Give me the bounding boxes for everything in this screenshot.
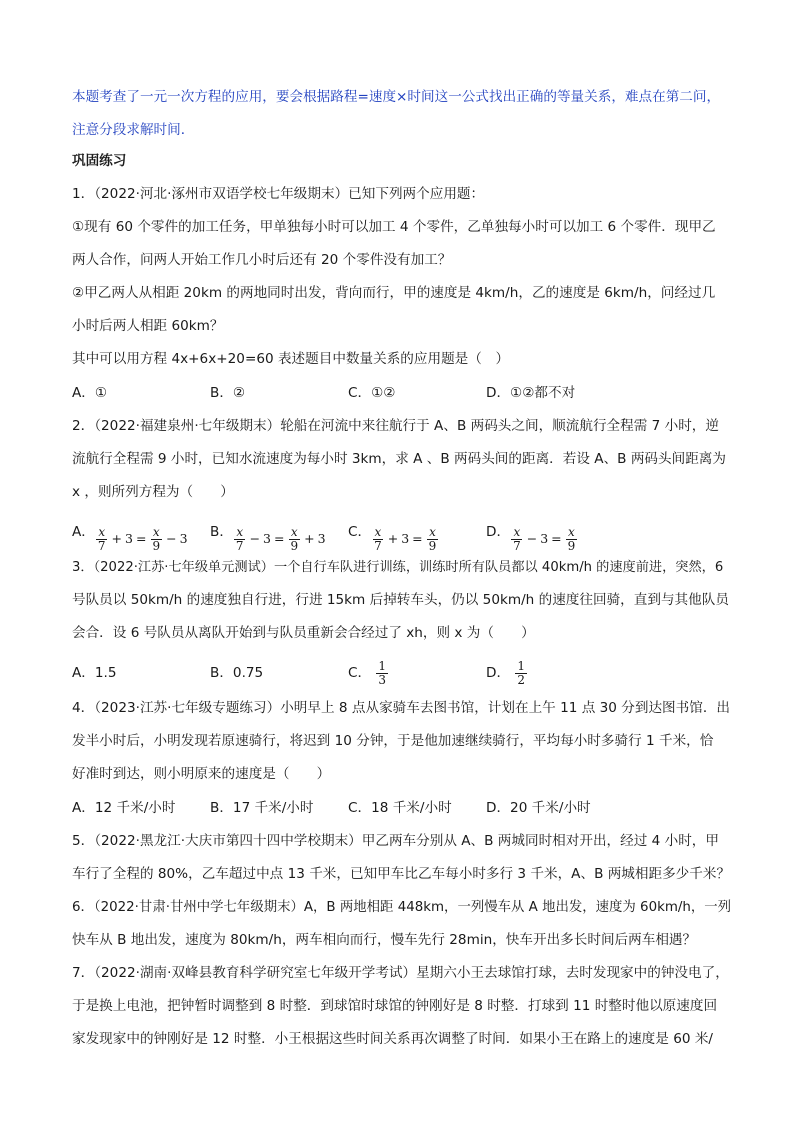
option-a: A．① — [72, 385, 108, 401]
document-page — [72, 86, 732, 1061]
option-letter: C． — [348, 665, 372, 681]
option-d — [486, 514, 578, 557]
option-b: B．0.75 — [210, 665, 264, 681]
option-equation: $\frac{x}{7}$ − 3 = $\frac{x}{9}$ — [513, 525, 576, 553]
option-letter: A． — [72, 524, 95, 540]
option-d: D．20 千米/小时 — [486, 800, 591, 816]
option-b — [210, 514, 326, 557]
option-c — [348, 655, 389, 691]
question-2-options — [72, 514, 732, 553]
question-7-line: 家发现家中的钟刚好是 12 时整．小王根据这些时间关系再次调整了时间．如果小王在路上的速度是 60 米/ — [72, 1031, 713, 1047]
fraction: $\frac{1}{3}$ — [378, 658, 387, 687]
question-4-line: 4．（2023·江苏·七年级专题练习）小明早上 8 点从家骑车去图书馆，计划在上午 11 点 30 分到达图书馆．出 — [72, 700, 731, 716]
option-d: D．①②都不对 — [486, 385, 576, 401]
option-a: A．1.5 — [72, 665, 117, 681]
question-1-options — [72, 381, 732, 405]
question-2-line: 流航行全程需 9 小时，已知水流速度为每小时 3km，求 A 、B 两码头间的距离．若设 A、B 两码头间距离为 — [72, 451, 726, 467]
question-1-header: 1．（2022·河北·涿州市双语学校七年级期末）已知下列两个应用题： — [72, 186, 485, 202]
option-a — [72, 514, 188, 557]
option-letter: B． — [210, 524, 233, 540]
option-equation: $\frac{x}{7}$ − 3 = $\frac{x}{9}$ + 3 — [235, 525, 326, 553]
option-letter: C． — [348, 524, 372, 540]
question-5-line: 5．（2022·黑龙江·大庆市第四十四中学校期末）甲乙两车分别从 A、B 两城同时相对开出，经过 4 小时，甲 — [72, 833, 719, 849]
question-3-line: 3．（2022·江苏·七年级单元测试）一个自行车队进行训练，训练时所有队员都以 40km/h 的速度前进，突然，6 — [72, 560, 724, 575]
question-3-line: 会合．设 6 号队员从离队开始到与队员重新会合经过了 xh，则 x 为（ ） — [72, 625, 535, 641]
question-2-line: 2．（2022·福建泉州·七年级期末）轮船在河流中来往航行于 A、B 两码头之间，顺流航行全程需 7 小时，逆 — [72, 418, 719, 434]
question-7-line: 于是换上电池，把钟暂时调整到 8 时整．到球馆时球馆的钟刚好是 8 时整．打球到 11 时整时他以原速度回 — [72, 998, 718, 1014]
fraction: $\frac{x}{7}$ — [235, 525, 244, 553]
question-1-problem-2-line: ②甲乙两人从相距 20km 的两地同时出发，背向而行，甲的速度是 4km/h，乙的速度是 6km/h，问经过几 — [72, 285, 716, 301]
question-1-problem-1-line: 两人合作，问两人开始工作几小时后还有 20 个零件没有加工？ — [72, 252, 452, 268]
option-letter: D． — [486, 524, 511, 540]
option-equation: $\frac{x}{7}$ + 3 = $\frac{x}{9}$ − 3 — [97, 525, 188, 553]
fraction: $\frac{x}{9}$ — [428, 525, 437, 553]
option-c: C．18 千米/小时 — [348, 800, 452, 816]
option-b: B．17 千米/小时 — [210, 800, 314, 816]
option-c — [348, 514, 439, 557]
question-4-line: 发半小时后，小明发现若原速骑行，将迟到 10 分钟，于是他加速继续骑行，平均每小时多骑行 1 千米，恰 — [72, 733, 714, 749]
analysis-text-line: 注意分段求解时间． — [72, 122, 195, 138]
question-2-line: x ，则所列方程为（ ） — [72, 484, 234, 500]
fraction: $\frac{x}{7}$ — [374, 525, 382, 553]
question-1-problem-1-line: ①现有 60 个零件的加工任务，甲单独每小时可以加工 4 个零件，乙单独每小时可以加工 6 个零件．现甲乙 — [72, 219, 716, 235]
section-title: 巩固练习 — [72, 153, 127, 169]
option-d — [486, 655, 528, 691]
question-3-options — [72, 655, 732, 691]
option-c: C．①② — [348, 385, 396, 401]
fraction: $\frac{x}{7}$ — [97, 525, 106, 553]
option-b: B．② — [210, 385, 246, 401]
question-7-line: 7．（2022·湖南·双峰县教育科学研究室七年级开学考试）星期六小王去球馆打球，去时发现家中的钟没电了， — [72, 965, 729, 981]
question-1-problem-2-line: 小时后两人相距 60km？ — [72, 318, 224, 334]
option-letter: D． — [486, 665, 511, 681]
analysis-text-line: 本题考查了一元一次方程的应用，要会根据路程=速度×时间这一公式找出正确的等量关系，难点在第二问， — [72, 89, 721, 105]
fraction: $\frac{1}{2}$ — [517, 658, 526, 687]
option-a: A．12 千米/小时 — [72, 800, 176, 816]
question-6-line: 6．（2022·甘肃·甘州中学七年级期末）A，B 两地相距 448km，一列慢车从 A 地出发，速度为 60km/h，一列 — [72, 900, 732, 915]
question-5-line: 车行了全程的 80%，乙车超过中点 13 千米，已知甲车比乙车每小时多行 3 千米，A、B 两城相距多少千米？ — [72, 866, 731, 882]
question-6-line: 快车从 B 地出发，速度为 80km/h，两车相向而行，慢车先行 28min，快车开出多长时间后两车相遇？ — [72, 932, 697, 948]
fraction: $\frac{x}{9}$ — [152, 525, 161, 553]
fraction: $\frac{x}{9}$ — [567, 525, 576, 553]
question-3-line: 号队员以 50km/h 的速度独自行进，行进 15km 后掉转车头，仍以 50km/h 的速度往回骑，直到与其他队员 — [72, 592, 729, 608]
question-4-options — [72, 796, 732, 820]
option-equation: $\frac{x}{7}$ + 3 = $\frac{x}{9}$ — [374, 525, 437, 553]
question-4-line: 好准时到达，则小明原来的速度是（ ） — [72, 766, 331, 782]
fraction: $\frac{x}{7}$ — [513, 525, 521, 553]
question-1-prompt: 其中可以用方程 4x+6x+20=60 表述题目中数量关系的应用题是（ ） — [72, 351, 510, 367]
fraction: $\frac{x}{9}$ — [290, 525, 299, 553]
